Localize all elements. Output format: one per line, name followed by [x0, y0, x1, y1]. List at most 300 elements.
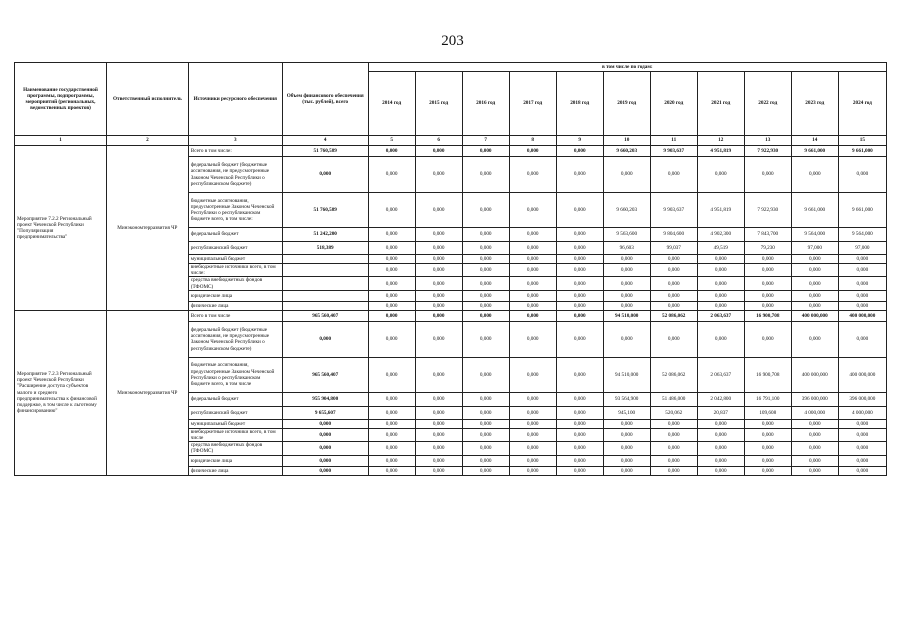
year-value: 0,000 [603, 290, 650, 301]
year-value: 520,062 [650, 406, 697, 419]
year-value: 0,000 [650, 290, 697, 301]
funding-source: федеральный бюджет (бюджетные ассигнования, не предусмотренные Законом Чеченской Республики о республиканском бюджете) [188, 157, 282, 193]
responsible-executor: Минэкономтерразвития ЧР [106, 310, 188, 475]
column-number: 9 [556, 136, 603, 146]
year-value: 0,000 [791, 290, 838, 301]
year-value: 2 063,637 [697, 357, 744, 392]
year-value: 0,000 [368, 277, 415, 290]
year-value: 0,000 [791, 321, 838, 357]
year-value: 396 000,000 [791, 392, 838, 406]
year-value: 0,000 [415, 466, 462, 475]
year-value: 0,000 [415, 310, 462, 321]
year-value: 4 951,819 [697, 193, 744, 228]
year-value: 0,000 [556, 264, 603, 277]
column-number: 14 [791, 136, 838, 146]
year-value: 0,000 [791, 301, 838, 310]
funding-source: республиканский бюджет [188, 406, 282, 419]
funding-source: внебюджетные источники всего, в том числе: [188, 264, 282, 277]
funding-source: муниципальный бюджет [188, 255, 282, 264]
year-value: 0,000 [462, 242, 509, 255]
column-number: 4 [282, 136, 368, 146]
year-value: 0,000 [650, 428, 697, 441]
year-value: 52 086,062 [650, 357, 697, 392]
year-value: 0,000 [556, 419, 603, 428]
year-value: 0,000 [556, 392, 603, 406]
funding-source: республиканский бюджет [188, 242, 282, 255]
year-value: 0,000 [838, 442, 886, 455]
year-value: 9 661,000 [791, 146, 838, 157]
year-value: 16 900,708 [744, 310, 791, 321]
year-value: 0,000 [603, 466, 650, 475]
table-row [15, 146, 887, 157]
year-value: 0,000 [415, 157, 462, 193]
year-value: 0,000 [556, 357, 603, 392]
year-value: 0,000 [650, 321, 697, 357]
year-value: 9 563,600 [603, 228, 650, 242]
year-value: 0,000 [791, 277, 838, 290]
year-value: 9 804,600 [650, 228, 697, 242]
year-value: 0,000 [697, 428, 744, 441]
year-value: 0,000 [509, 419, 556, 428]
measure-name: Мероприятие 7.2.3 Региональный проект Чеченской Республики "Расширение доступа субъектов малого и среднего предпринимательства к финансовой поддержке, в том числе к льготному финансированию" [15, 310, 107, 475]
table-row [15, 310, 887, 321]
year-value: 0,000 [415, 406, 462, 419]
year-value: 0,000 [462, 146, 509, 157]
year-value: 0,000 [368, 228, 415, 242]
total-value: 955 904,800 [282, 392, 368, 406]
total-value: 0,000 [282, 157, 368, 193]
year-value: 0,000 [603, 442, 650, 455]
table-body [15, 146, 887, 476]
year-value: 4 951,819 [697, 146, 744, 157]
year-value: 0,000 [556, 277, 603, 290]
year-value: 0,000 [462, 406, 509, 419]
year-value: 0,000 [368, 419, 415, 428]
header-year: 2015 год [415, 72, 462, 136]
year-value: 0,000 [368, 442, 415, 455]
year-value: 0,000 [791, 442, 838, 455]
year-value: 0,000 [509, 466, 556, 475]
funding-source: физические лица [188, 301, 282, 310]
year-value: 400 000,000 [791, 310, 838, 321]
year-value: 0,000 [744, 301, 791, 310]
year-value: 0,000 [509, 301, 556, 310]
year-value: 0,000 [556, 255, 603, 264]
year-value: 9 660,203 [603, 193, 650, 228]
year-value: 0,000 [744, 277, 791, 290]
year-value: 97,000 [791, 242, 838, 255]
year-value: 96,603 [603, 242, 650, 255]
year-value: 0,000 [556, 242, 603, 255]
year-value: 0,000 [744, 466, 791, 475]
total-value: 965 560,407 [282, 310, 368, 321]
year-value: 4 000,000 [838, 406, 886, 419]
year-value: 0,000 [556, 321, 603, 357]
year-value: 109,608 [744, 406, 791, 419]
year-value: 0,000 [744, 290, 791, 301]
year-value: 0,000 [650, 466, 697, 475]
column-number: 15 [838, 136, 886, 146]
year-value: 0,000 [509, 310, 556, 321]
total-value: 518,389 [282, 242, 368, 255]
year-value: 9 661,000 [791, 193, 838, 228]
year-value: 0,000 [509, 442, 556, 455]
year-value: 2 042,800 [697, 392, 744, 406]
year-value: 0,000 [556, 146, 603, 157]
header-total: Объем финансового обеспечения (тыс. рублей), всего [282, 63, 368, 136]
total-value: 51 242,200 [282, 228, 368, 242]
header-by-year: в том числе по годам: [368, 63, 886, 72]
year-value: 0,000 [603, 455, 650, 466]
year-value: 0,000 [368, 157, 415, 193]
year-value: 0,000 [838, 428, 886, 441]
funding-source: бюджетные ассигнования, предусмотренные Законом Чеченской Республики о республиканском бюджете всего, в том числе: [188, 193, 282, 228]
column-number: 1 [15, 136, 107, 146]
year-value: 0,000 [838, 277, 886, 290]
year-value: 0,000 [368, 193, 415, 228]
year-value: 0,000 [415, 357, 462, 392]
year-value: 945,100 [603, 406, 650, 419]
header-executor: Ответственный исполнитель [106, 63, 188, 136]
year-value: 0,000 [368, 455, 415, 466]
year-value: 0,000 [791, 157, 838, 193]
header-year: 2014 год [368, 72, 415, 136]
total-value [282, 264, 368, 277]
header-year: 2020 год [650, 72, 697, 136]
year-value: 9 660,203 [603, 146, 650, 157]
year-value: 0,000 [556, 466, 603, 475]
year-value: 0,000 [603, 157, 650, 193]
year-value: 0,000 [838, 157, 886, 193]
year-value: 0,000 [838, 455, 886, 466]
column-number: 12 [697, 136, 744, 146]
year-value: 0,000 [556, 406, 603, 419]
year-value: 0,000 [744, 419, 791, 428]
year-value: 4 000,000 [791, 406, 838, 419]
header-year: 2016 год [462, 72, 509, 136]
year-value: 0,000 [556, 193, 603, 228]
year-value: 0,000 [509, 255, 556, 264]
header-name: Наименование государственной программы, подпрограммы, мероприятий (региональных, ведомственных проектов) [15, 63, 107, 136]
year-value: 0,000 [509, 392, 556, 406]
total-value [282, 290, 368, 301]
year-value: 400 000,000 [791, 357, 838, 392]
year-value: 0,000 [556, 442, 603, 455]
year-value: 0,000 [744, 255, 791, 264]
year-value: 0,000 [650, 157, 697, 193]
header-year: 2017 год [509, 72, 556, 136]
column-number: 2 [106, 136, 188, 146]
column-number: 8 [509, 136, 556, 146]
funding-source: Всего в том числе [188, 310, 282, 321]
year-value: 0,000 [462, 321, 509, 357]
year-value: 0,000 [697, 419, 744, 428]
year-value: 16 791,100 [744, 392, 791, 406]
year-value: 0,000 [697, 466, 744, 475]
total-value [282, 277, 368, 290]
year-value: 0,000 [415, 264, 462, 277]
year-value: 0,000 [462, 290, 509, 301]
year-value: 0,000 [509, 455, 556, 466]
total-value: 0,000 [282, 428, 368, 441]
year-value: 0,000 [462, 392, 509, 406]
year-value: 99,037 [650, 242, 697, 255]
year-value: 0,000 [415, 146, 462, 157]
year-value: 400 000,000 [838, 310, 886, 321]
year-value: 94 510,000 [603, 357, 650, 392]
year-value: 0,000 [697, 255, 744, 264]
year-value: 0,000 [368, 392, 415, 406]
year-value: 0,000 [368, 321, 415, 357]
funding-source: федеральный бюджет (бюджетные ассигнования, не предусмотренные Законом Чеченской Республики о республиканском бюджете) [188, 321, 282, 357]
year-value: 2 063,637 [697, 310, 744, 321]
year-value: 0,000 [462, 193, 509, 228]
funding-source: средства внебюджетных фондов (ТФОМС) [188, 442, 282, 455]
year-value: 0,000 [838, 255, 886, 264]
year-value: 0,000 [509, 290, 556, 301]
year-value: 0,000 [556, 301, 603, 310]
year-value: 0,000 [415, 242, 462, 255]
year-value: 0,000 [838, 290, 886, 301]
year-value: 0,000 [603, 419, 650, 428]
year-value: 0,000 [744, 264, 791, 277]
year-value: 0,000 [368, 290, 415, 301]
year-value: 0,000 [556, 157, 603, 193]
year-value: 0,000 [509, 277, 556, 290]
year-value: 52 086,062 [650, 310, 697, 321]
funding-source: юридические лица [188, 290, 282, 301]
funding-source: бюджетные ассигнования, предусмотренные Законом Чеченской Республики о республиканском бюджете всего, в том числе [188, 357, 282, 392]
year-value: 0,000 [368, 264, 415, 277]
year-value: 0,000 [368, 255, 415, 264]
year-value: 0,000 [697, 455, 744, 466]
funding-source: физические лица [188, 466, 282, 475]
year-value: 0,000 [697, 290, 744, 301]
funding-source: средства внебюджетных фондов (ТФОМС) [188, 277, 282, 290]
total-value: 0,000 [282, 466, 368, 475]
year-value: 0,000 [744, 455, 791, 466]
year-value: 0,000 [462, 442, 509, 455]
header-year: 2023 год [791, 72, 838, 136]
year-value: 0,000 [415, 419, 462, 428]
year-value: 0,000 [838, 321, 886, 357]
total-value: 0,000 [282, 455, 368, 466]
year-value: 0,000 [368, 242, 415, 255]
year-value: 0,000 [650, 264, 697, 277]
column-number: 11 [650, 136, 697, 146]
year-value: 9 903,637 [650, 193, 697, 228]
total-value: 965 560,407 [282, 357, 368, 392]
column-number: 10 [603, 136, 650, 146]
funding-source: Всего в том числе: [188, 146, 282, 157]
year-value: 0,000 [556, 455, 603, 466]
year-value: 7 922,930 [744, 146, 791, 157]
year-value: 0,000 [697, 301, 744, 310]
year-value: 0,000 [415, 455, 462, 466]
year-value: 97,000 [838, 242, 886, 255]
total-value: 0,000 [282, 419, 368, 428]
year-value: 0,000 [838, 419, 886, 428]
year-value: 0,000 [556, 228, 603, 242]
total-value [282, 301, 368, 310]
year-value: 0,000 [509, 228, 556, 242]
total-value: 51 760,589 [282, 146, 368, 157]
year-value: 0,000 [509, 321, 556, 357]
year-value: 0,000 [509, 357, 556, 392]
year-value: 0,000 [744, 428, 791, 441]
year-value: 0,000 [509, 428, 556, 441]
year-value: 0,000 [462, 466, 509, 475]
year-value: 0,000 [650, 277, 697, 290]
year-value: 0,000 [603, 264, 650, 277]
page-number: 203 [441, 33, 464, 49]
year-value: 0,000 [462, 428, 509, 441]
year-value: 0,000 [462, 255, 509, 264]
year-value: 0,000 [603, 255, 650, 264]
year-value: 0,000 [462, 419, 509, 428]
year-value: 0,000 [791, 428, 838, 441]
year-value: 0,000 [556, 290, 603, 301]
total-value: 51 760,589 [282, 193, 368, 228]
year-value: 0,000 [791, 264, 838, 277]
year-value: 0,000 [791, 455, 838, 466]
year-value: 0,000 [415, 228, 462, 242]
column-number: 6 [415, 136, 462, 146]
year-value: 0,000 [462, 157, 509, 193]
year-value: 51 486,000 [650, 392, 697, 406]
year-value: 93 564,900 [603, 392, 650, 406]
column-number: 7 [462, 136, 509, 146]
year-value: 4 902,300 [697, 228, 744, 242]
year-value: 0,000 [368, 428, 415, 441]
year-value: 0,000 [368, 466, 415, 475]
year-value: 0,000 [415, 277, 462, 290]
year-value: 0,000 [462, 455, 509, 466]
year-value: 0,000 [697, 321, 744, 357]
year-value: 0,000 [462, 357, 509, 392]
year-value: 20,837 [697, 406, 744, 419]
year-value: 0,000 [744, 442, 791, 455]
year-value: 0,000 [650, 255, 697, 264]
year-value: 0,000 [650, 419, 697, 428]
year-value: 79,230 [744, 242, 791, 255]
total-value: 0,000 [282, 321, 368, 357]
year-value: 7 922,930 [744, 193, 791, 228]
year-value: 0,000 [509, 157, 556, 193]
total-value: 0,000 [282, 442, 368, 455]
year-value: 0,000 [838, 264, 886, 277]
year-value: 7 843,700 [744, 228, 791, 242]
year-value: 0,000 [368, 146, 415, 157]
year-value: 0,000 [556, 428, 603, 441]
year-value: 0,000 [368, 310, 415, 321]
year-value: 0,000 [603, 428, 650, 441]
year-value: 0,000 [462, 310, 509, 321]
year-value: 0,000 [509, 242, 556, 255]
funding-source: федеральный бюджет [188, 228, 282, 242]
year-value: 0,000 [697, 277, 744, 290]
column-number: 5 [368, 136, 415, 146]
total-value: 9 655,607 [282, 406, 368, 419]
year-value: 16 900,708 [744, 357, 791, 392]
year-value: 396 000,000 [838, 392, 886, 406]
year-value: 0,000 [415, 442, 462, 455]
measure-name: Мероприятие 7.2.2 Региональный проект Чеченской Республики "Популяризация предпринимательства" [15, 146, 107, 311]
funding-source: юридические лица [188, 455, 282, 466]
year-value: 0,000 [744, 321, 791, 357]
year-value: 0,000 [603, 321, 650, 357]
year-value: 0,000 [415, 193, 462, 228]
year-value: 400 000,000 [838, 357, 886, 392]
year-value: 0,000 [697, 442, 744, 455]
funding-source: федеральный бюджет [188, 392, 282, 406]
year-value: 0,000 [509, 193, 556, 228]
year-value: 0,000 [509, 146, 556, 157]
year-value: 0,000 [462, 264, 509, 277]
year-value: 0,000 [415, 321, 462, 357]
year-value: 0,000 [650, 455, 697, 466]
year-value: 0,000 [697, 157, 744, 193]
header-year: 2018 год [556, 72, 603, 136]
year-value: 0,000 [415, 301, 462, 310]
column-number: 3 [188, 136, 282, 146]
header-year: 2024 год [838, 72, 886, 136]
year-value: 9 661,000 [838, 193, 886, 228]
header-year: 2021 год [697, 72, 744, 136]
year-value: 0,000 [791, 255, 838, 264]
year-value: 9 903,637 [650, 146, 697, 157]
funding-source: внебюджетные источники всего, в том числе [188, 428, 282, 441]
year-value: 0,000 [415, 255, 462, 264]
year-value: 0,000 [791, 419, 838, 428]
header-year: 2022 год [744, 72, 791, 136]
year-value: 0,000 [368, 301, 415, 310]
year-value: 0,000 [697, 264, 744, 277]
year-value: 0,000 [603, 277, 650, 290]
year-value: 0,000 [650, 301, 697, 310]
year-value: 0,000 [462, 301, 509, 310]
year-value: 0,000 [415, 392, 462, 406]
year-value: 0,000 [556, 310, 603, 321]
table-header [15, 63, 887, 146]
year-value: 0,000 [838, 301, 886, 310]
funding-source: муниципальный бюджет [188, 419, 282, 428]
year-value: 9 564,000 [838, 228, 886, 242]
year-value: 0,000 [462, 277, 509, 290]
year-value: 9 661,000 [838, 146, 886, 157]
budget-table [14, 62, 887, 476]
column-number: 13 [744, 136, 791, 146]
year-value: 0,000 [509, 264, 556, 277]
responsible-executor: Минэкономтерразвития ЧР [106, 146, 188, 311]
year-value: 94 510,000 [603, 310, 650, 321]
year-value: 0,000 [462, 228, 509, 242]
year-value: 0,000 [791, 466, 838, 475]
header-year: 2019 год [603, 72, 650, 136]
year-value: 0,000 [368, 406, 415, 419]
year-value: 0,000 [744, 157, 791, 193]
year-value: 0,000 [415, 428, 462, 441]
year-value: 9 564,000 [791, 228, 838, 242]
year-value: 0,000 [838, 466, 886, 475]
year-value: 49,519 [697, 242, 744, 255]
column-number-row [15, 136, 887, 146]
year-value: 0,000 [415, 290, 462, 301]
header-source: Источники ресурсного обеспечения [188, 63, 282, 136]
year-value: 0,000 [650, 442, 697, 455]
year-value: 0,000 [603, 301, 650, 310]
year-value: 0,000 [509, 406, 556, 419]
